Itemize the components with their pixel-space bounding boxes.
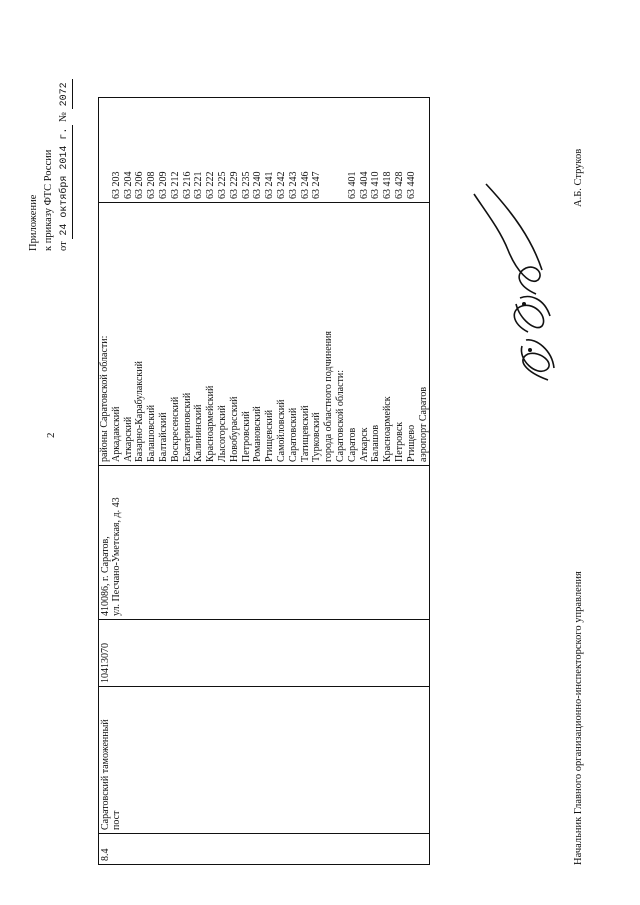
okato-code: 63 208 — [146, 171, 158, 199]
region-name: Новобурасский — [228, 396, 240, 462]
region-name: Саратовской области: — [334, 369, 346, 462]
footer-position: Начальник Главного организационно-инспекторского управления — [573, 571, 584, 865]
post-name-line: пост — [111, 810, 122, 830]
region-name: Саратов — [346, 427, 358, 462]
customs-table — [98, 97, 430, 865]
footer-signatory: А.Б. Струков — [573, 148, 584, 207]
region-name: Воскресенский — [169, 396, 181, 462]
page-number: 2 — [45, 432, 57, 438]
okato-code: 63 241 — [264, 171, 276, 199]
okato-code: 63 204 — [122, 171, 134, 199]
region-name: Балашов — [370, 424, 382, 462]
region-name: города областного подчинения — [323, 331, 335, 462]
region-name: Красноармейский — [205, 385, 217, 462]
region-name: Базарно-Карабулакский — [134, 361, 146, 462]
region-name: Екатериновский — [181, 392, 193, 462]
region-name: Саратовский — [287, 407, 299, 462]
region-name: Балтайский — [157, 412, 169, 462]
okato-code — [335, 101, 347, 199]
appendix-title: Приложение — [28, 194, 39, 251]
regions-cell — [99, 203, 430, 466]
okato-code — [323, 101, 335, 199]
post-name-cell — [99, 687, 430, 834]
okato-code: 63 242 — [275, 171, 287, 199]
okato-code: 63 203 — [110, 171, 122, 199]
region-name: Аркадакский — [110, 406, 122, 462]
post-code: 10413070 — [99, 620, 430, 687]
okato-code: 63 243 — [287, 171, 299, 199]
okato-code: 63 440 — [405, 171, 417, 199]
okato-code: 63 229 — [228, 171, 240, 199]
signature — [456, 174, 568, 390]
okato-code: 63 404 — [358, 171, 370, 199]
okato-code: 63 246 — [299, 171, 311, 199]
okato-code: 63 247 — [311, 171, 323, 199]
region-name: Лысогорский — [216, 405, 228, 462]
region-name: Красноармейск — [382, 396, 394, 462]
okato-code: 63 410 — [370, 171, 382, 199]
okato-code: 63 428 — [393, 171, 405, 199]
okato-codes-cell — [99, 98, 430, 203]
address-line: 410086, г. Саратов, — [100, 536, 111, 616]
appendix-date-line — [56, 79, 73, 251]
region-name: районы Саратовской области: — [99, 335, 110, 462]
post-name-line: Саратовский таможенный — [100, 719, 111, 830]
row-number: 8.4 — [99, 834, 430, 865]
region-name: Балашовский — [146, 404, 158, 462]
region-name: аэропорт Саратов — [417, 386, 429, 462]
okato-code: 63 212 — [169, 171, 181, 199]
okato-code: 63 209 — [157, 171, 169, 199]
okato-code: 63 235 — [240, 171, 252, 199]
region-name: Петровск — [393, 421, 405, 462]
table-row — [99, 98, 430, 865]
appendix-order-ref: к приказу ФТС России — [43, 149, 54, 251]
region-name: Калининский — [193, 404, 205, 462]
order-date: 24 октября 2014 г. — [57, 125, 73, 239]
region-name: Татищевский — [299, 405, 311, 462]
okato-code: 63 240 — [252, 171, 264, 199]
region-name: Аткарский — [122, 416, 134, 462]
okato-code: 63 216 — [181, 171, 193, 199]
number-prefix: № — [58, 111, 69, 123]
okato-code: 63 206 — [134, 171, 146, 199]
okato-code: 63 221 — [193, 171, 205, 199]
region-name: Ртищевский — [264, 409, 276, 462]
okato-code — [418, 101, 430, 199]
okato-code: 63 401 — [346, 171, 358, 199]
region-name: Романовский — [252, 406, 264, 462]
region-name: Аткарск — [358, 427, 370, 462]
region-name: Турковский — [311, 412, 323, 462]
okato-code: 63 225 — [216, 171, 228, 199]
date-prefix: от — [58, 241, 69, 251]
okato-code: 63 222 — [205, 171, 217, 199]
order-number: 2072 — [57, 79, 73, 109]
region-name: Петровский — [240, 411, 252, 462]
okato-code — [99, 101, 111, 199]
region-name: Самойловский — [275, 399, 287, 462]
appendix-header — [26, 79, 73, 251]
address-cell — [99, 466, 430, 620]
address-line: ул. Песчано-Уметская, д. 43 — [111, 497, 122, 616]
region-name: Ртищево — [405, 424, 417, 462]
okato-code: 63 418 — [382, 171, 394, 199]
